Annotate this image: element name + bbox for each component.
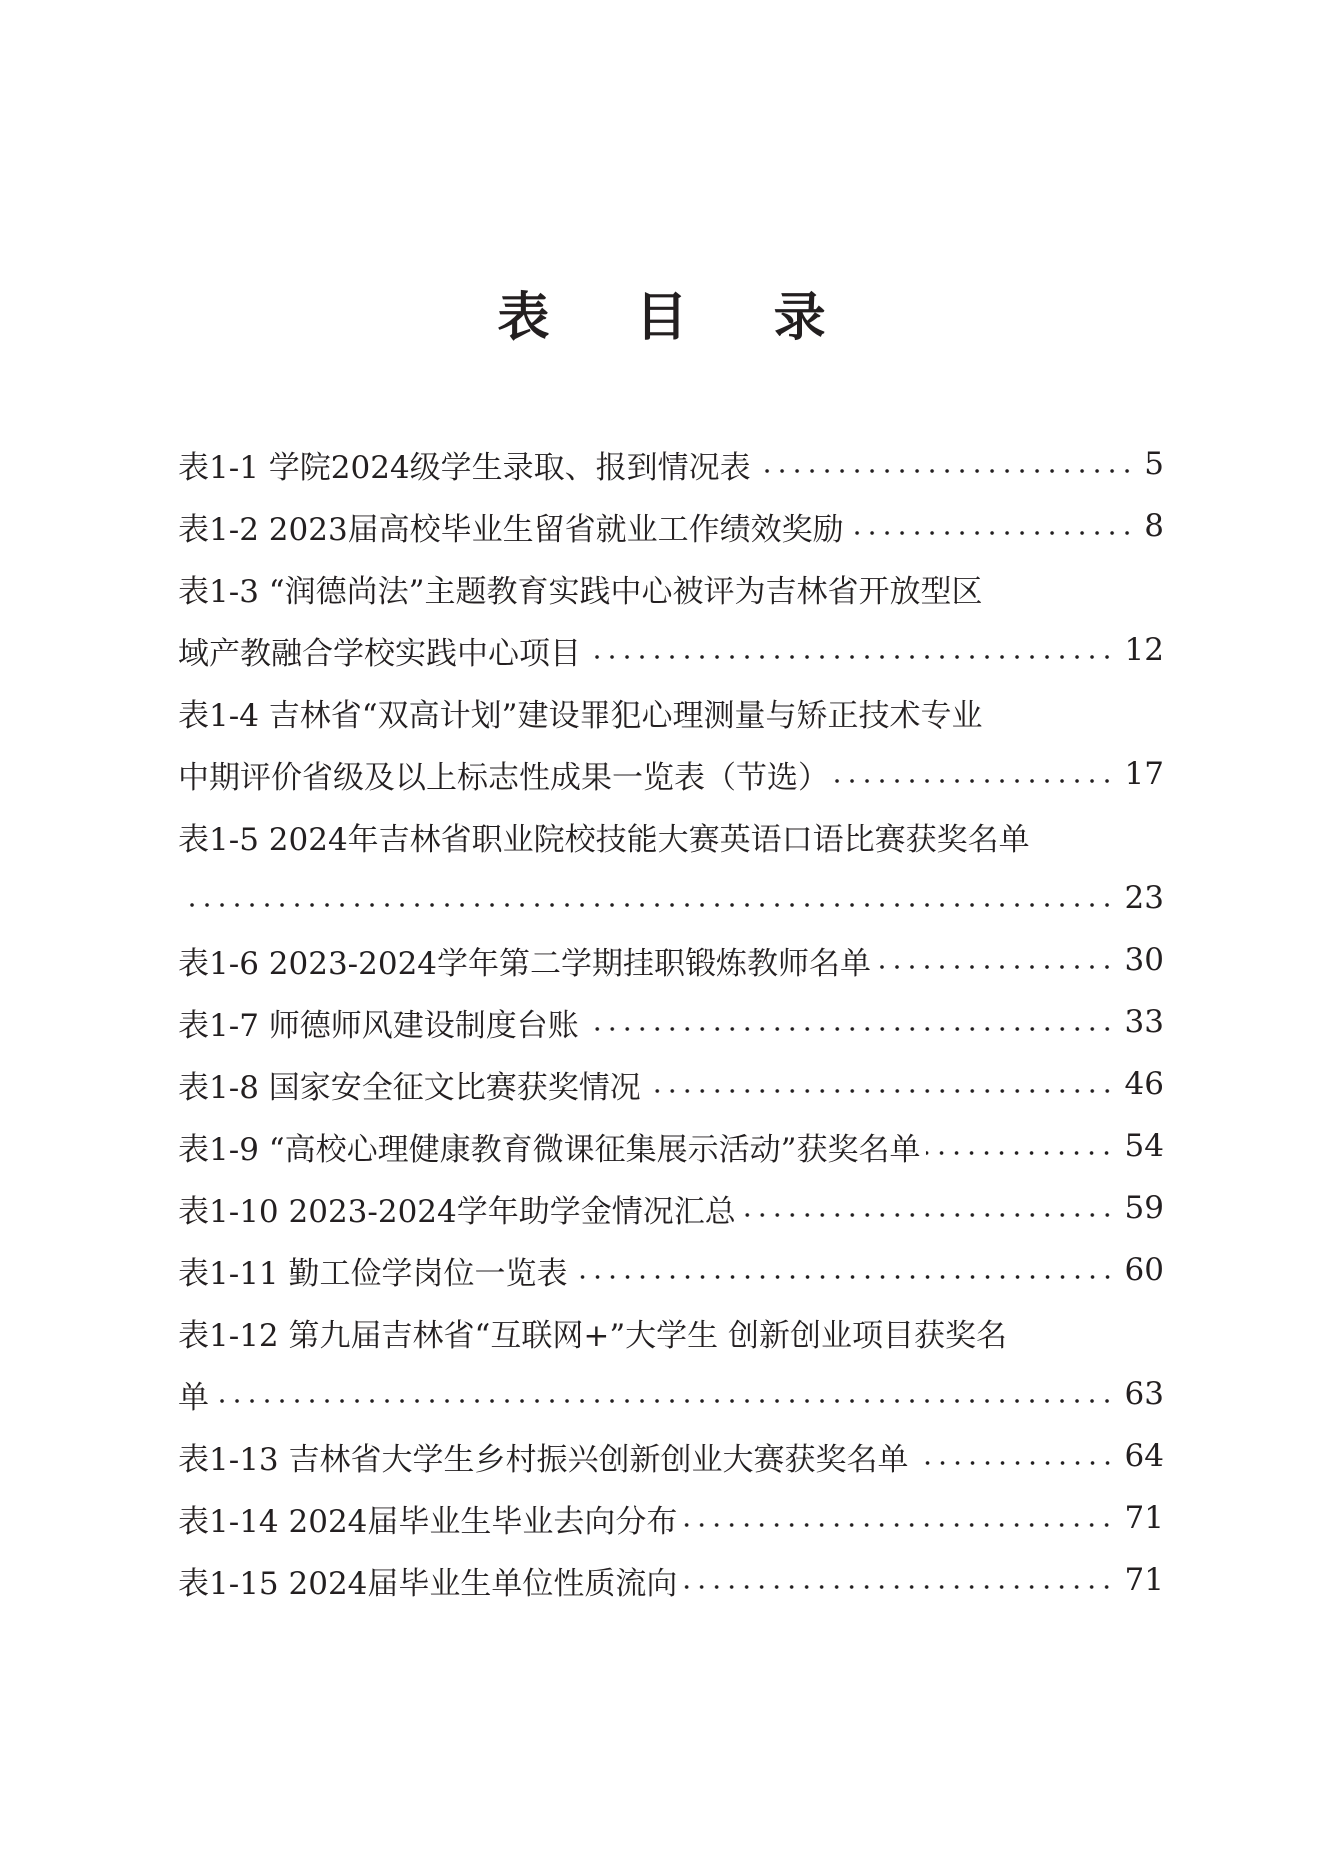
toc-entry-1-2[interactable]: [178, 495, 1164, 557]
toc-entry-1-15[interactable]: [178, 1549, 1164, 1611]
toc-entry-1-7[interactable]: [178, 991, 1164, 1053]
toc-entry-title: 表1-3 “润德尚法”主题教育实践中心被评为吉林省开放型区: [178, 573, 983, 610]
toc-page-number: 33: [1124, 1004, 1164, 1040]
toc-entry-title: 表1-5 2024年吉林省职业院校技能大赛英语口语比赛获奖名单: [178, 821, 1030, 858]
dot-leader: [850, 529, 1135, 537]
toc-entry-1-5-continued[interactable]: [178, 867, 1164, 929]
toc-entry-title: 表1-11 勤工俭学岗位一览表: [178, 1255, 568, 1292]
dot-leader: [647, 1087, 1115, 1095]
dot-leader: [587, 653, 1115, 661]
toc-entry-1-12[interactable]: [178, 1301, 1164, 1363]
toc-entry-1-3[interactable]: [178, 557, 1164, 619]
toc-page-number: 46: [1124, 1066, 1164, 1102]
toc-page-number: 63: [1124, 1376, 1164, 1412]
toc-page-number: 30: [1124, 942, 1164, 978]
dot-leader: [835, 777, 1115, 785]
toc-page-number: 71: [1124, 1562, 1164, 1598]
dot-leader: [683, 1521, 1114, 1529]
toc-entry-title-continued: 中期评价省级及以上标志性成果一览表（节选）: [178, 759, 829, 796]
toc-entry-1-4[interactable]: [178, 681, 1164, 743]
toc-page-number: 5: [1144, 446, 1164, 482]
dot-leader: [742, 1211, 1115, 1219]
toc-entry-1-5[interactable]: [178, 805, 1164, 867]
toc-page-number: 54: [1124, 1128, 1164, 1164]
dot-leader: [926, 1149, 1114, 1157]
toc-page-number: 8: [1144, 508, 1164, 544]
toc-entry-title: 表1-8 国家安全征文比赛获奖情况: [178, 1069, 641, 1106]
toc-entry-1-9[interactable]: [178, 1115, 1164, 1177]
toc-entry-title: 表1-1 学院2024级学生录取、报到情况表: [178, 449, 751, 486]
toc-entry-title: 表1-9 “高校心理健康教育微课征集展示活动”获奖名单: [178, 1131, 921, 1168]
toc-entry-title-continued: 单: [178, 1379, 209, 1416]
dot-leader: [757, 467, 1135, 475]
toc-entry-1-11[interactable]: [178, 1239, 1164, 1301]
toc-entry-title: 表1-4 吉林省“双高计划”建设罪犯心理测量与矫正技术专业: [178, 697, 983, 734]
toc-entry-1-6[interactable]: [178, 929, 1164, 991]
toc-entry-title: 表1-13 吉林省大学生乡村振兴创新创业大赛获奖名单: [178, 1441, 909, 1478]
toc-page-number: 12: [1124, 632, 1164, 668]
toc-entry-1-14[interactable]: [178, 1487, 1164, 1549]
dot-leader: [877, 963, 1115, 971]
toc-entry-title: 表1-7 师德师风建设制度台账: [178, 1007, 579, 1044]
toc-entry-title: 表1-15 2024届毕业生单位性质流向: [178, 1565, 678, 1602]
page-title: 表 目 录: [497, 288, 860, 348]
dot-leader: [683, 1583, 1114, 1591]
dot-leader: [585, 1025, 1115, 1033]
toc-entry-1-12-continued[interactable]: [178, 1363, 1164, 1425]
toc-entry-title: 表1-14 2024届毕业生毕业去向分布: [178, 1503, 678, 1540]
toc-page-number: 59: [1124, 1190, 1164, 1226]
toc-entry-1-4-continued[interactable]: [178, 743, 1164, 805]
dot-leader: [184, 901, 1115, 909]
toc-entry-1-8[interactable]: [178, 1053, 1164, 1115]
toc-page-number: 17: [1124, 756, 1164, 792]
toc-page-number: 71: [1124, 1500, 1164, 1536]
toc-entry-title: 表1-6 2023-2024学年第二学期挂职锻炼教师名单: [178, 945, 872, 982]
toc-entry-title-continued: 域产教融合学校实践中心项目: [178, 635, 581, 672]
dot-leader: [574, 1273, 1115, 1281]
dot-leader: [215, 1397, 1115, 1405]
toc-page-number: 23: [1124, 880, 1164, 916]
dot-leader: [915, 1459, 1115, 1467]
toc-entry-title: 表1-10 2023-2024学年助学金情况汇总: [178, 1193, 736, 1230]
toc-entry-1-3-continued[interactable]: [178, 619, 1164, 681]
table-of-tables: [178, 433, 1164, 1611]
toc-entry-1-1[interactable]: [178, 433, 1164, 495]
toc-entry-title: 表1-2 2023届高校毕业生留省就业工作绩效奖励: [178, 511, 844, 548]
toc-page-number: 60: [1124, 1252, 1164, 1288]
toc-entry-title: 表1-12 第九届吉林省“互联网+”大学生 创新创业项目获奖名: [178, 1317, 1008, 1354]
toc-entry-1-13[interactable]: [178, 1425, 1164, 1487]
toc-page-number: 64: [1124, 1438, 1164, 1474]
toc-entry-1-10[interactable]: [178, 1177, 1164, 1239]
